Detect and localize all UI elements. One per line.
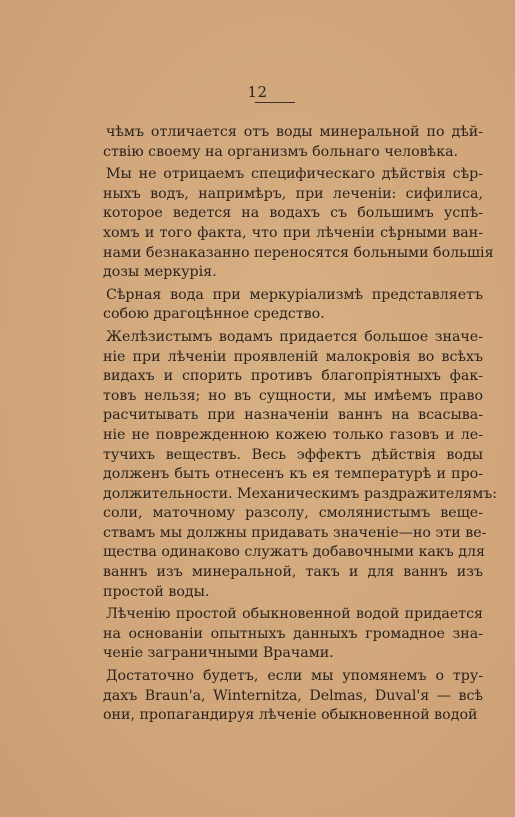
paragraph bbox=[103, 123, 483, 162]
paragraph bbox=[103, 165, 494, 283]
text-line: ваннъ изъ минеральной, такъ и для ваннъ изъ bbox=[103, 564, 483, 581]
text-line: Желѣзистымъ водамъ придается большое значе- bbox=[106, 328, 483, 345]
body-text bbox=[103, 123, 498, 729]
text-line: дахъ Braun'a, Winternitza, Delmas, Duval'я — всѣ bbox=[103, 687, 483, 704]
text-line: расчитывать при назначеніи ваннъ на всасыва- bbox=[103, 407, 483, 424]
text-line: долженъ быть отнесенъ къ ея температурѣ и про- bbox=[103, 466, 483, 483]
page-number: 12 bbox=[247, 83, 268, 101]
text-line: товъ нельзя; но въ сущности, мы имѣемъ право bbox=[103, 387, 483, 404]
paragraph bbox=[103, 286, 483, 325]
text-line: ствію своему на организмъ больнаго человѣка. bbox=[103, 143, 459, 160]
text-line: они, пропагандируя лѣченіе обыкновенной водой bbox=[103, 707, 478, 724]
text-line: Сѣрная вода при меркуріализмѣ представляетъ bbox=[106, 286, 483, 303]
text-line: должительности. Механическимъ раздражителямъ: bbox=[103, 485, 498, 502]
paragraph bbox=[103, 605, 483, 664]
text-line: Достаточно будетъ, если мы упомянемъ о тру- bbox=[106, 668, 483, 685]
text-line: ныхъ водъ, напримѣръ, при леченіи: сифилиса, bbox=[103, 185, 483, 202]
text-line: Лѣченію простой обыкновенной водой придается bbox=[106, 606, 483, 623]
text-line: тучихъ веществъ. Весь эффектъ дѣйствія воды bbox=[103, 446, 483, 463]
text-line: соли, маточному разсолу, смолянистымъ веще- bbox=[103, 505, 483, 522]
text-line: на основаніи опытныхъ данныхъ громадное зна- bbox=[103, 625, 483, 642]
text-line: собою драгоцѣнное средство. bbox=[103, 306, 325, 323]
page-number-underline bbox=[255, 102, 295, 103]
text-line: ніе не поврежденною кожею только газовъ и ле- bbox=[103, 426, 483, 443]
text-line: нами безнаказанно переносятся больными большія bbox=[103, 244, 494, 261]
text-line: ченіе заграничными Врачами. bbox=[103, 645, 334, 662]
text-line: чѣмъ отличается отъ воды минеральной по дѣй- bbox=[106, 124, 483, 140]
text-line: видахъ и спорить противъ благопріятныхъ фак- bbox=[103, 368, 483, 385]
text-line: хомъ и того факта, что при лѣченіи сѣрными ван- bbox=[103, 224, 483, 241]
text-line: ствамъ мы должны придавать значеніе—но эти ве- bbox=[103, 524, 487, 541]
text-line: которое ведется на водахъ съ большимъ успѣ- bbox=[103, 205, 483, 222]
text-line: ніе при лѣченіи проявленій малокровія во всѣхъ bbox=[103, 348, 483, 365]
paragraph bbox=[103, 667, 483, 726]
text-line: простой воды. bbox=[103, 583, 210, 600]
text-line: Мы не отрицаемъ специфическаго дѣйствія сѣр- bbox=[106, 166, 483, 183]
paragraph bbox=[103, 328, 498, 602]
text-line: дозы меркурія. bbox=[103, 264, 217, 281]
text-line: щества одинаково служатъ добавочными какъ для bbox=[103, 544, 485, 561]
